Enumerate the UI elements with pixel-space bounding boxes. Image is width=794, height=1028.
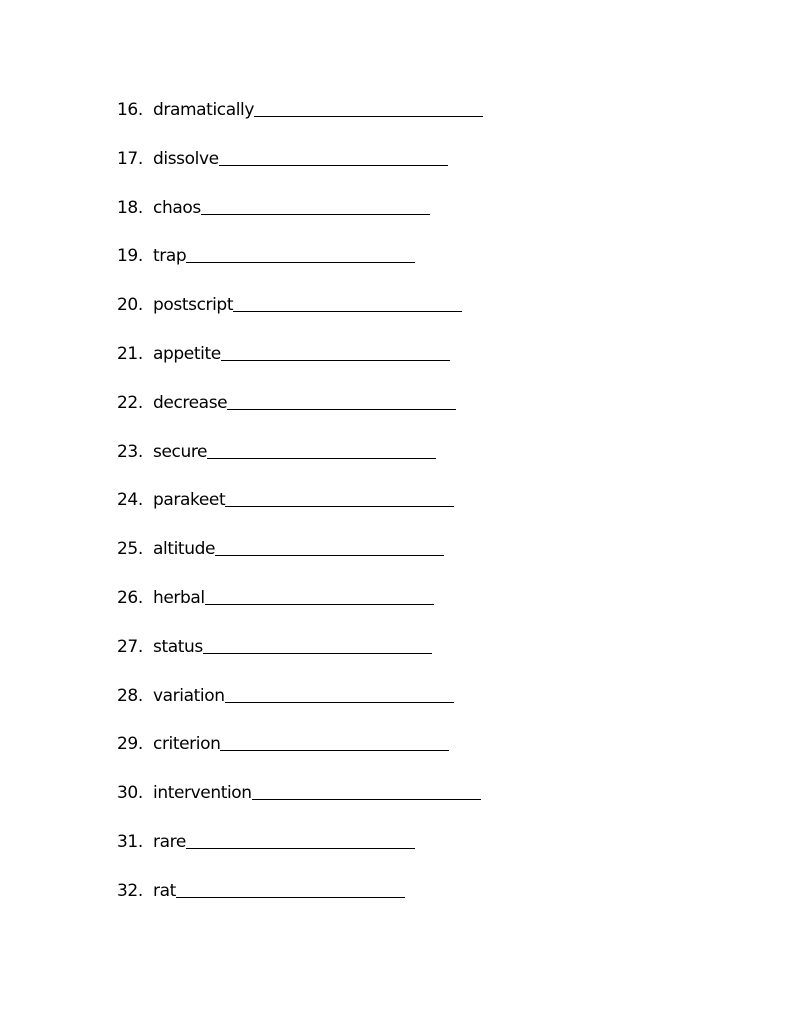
list-item [117, 879, 483, 928]
answer-blank[interactable] [207, 440, 436, 459]
answer-blank[interactable] [221, 342, 450, 361]
item-word: dramatically [153, 100, 255, 120]
list-item [117, 537, 483, 586]
answer-blank[interactable] [254, 98, 483, 117]
list-item [117, 244, 483, 293]
list-item [117, 440, 483, 489]
answer-blank[interactable] [220, 732, 449, 751]
list-item [117, 781, 483, 830]
answer-blank[interactable] [252, 781, 481, 800]
item-number: 17. [117, 148, 143, 169]
answer-blank[interactable] [205, 586, 434, 605]
answer-blank[interactable] [203, 635, 432, 654]
list-item [117, 732, 483, 781]
answer-blank[interactable] [227, 391, 456, 410]
item-number: 25. [117, 539, 143, 560]
item-word: criterion [153, 734, 221, 755]
item-number: 20. [117, 295, 143, 316]
item-word: rat [153, 880, 176, 901]
answer-blank[interactable] [186, 830, 415, 849]
item-number: 26. [117, 587, 143, 608]
item-number: 30. [117, 783, 143, 804]
list-item [117, 196, 483, 245]
list-item [117, 488, 483, 537]
item-number: 16. [117, 100, 143, 120]
item-word: decrease [153, 392, 228, 413]
item-word: trap [153, 246, 187, 267]
answer-blank[interactable] [225, 684, 454, 703]
answer-blank[interactable] [176, 879, 405, 898]
list-item [117, 635, 483, 684]
vocabulary-list [117, 98, 483, 928]
item-number: 32. [117, 880, 143, 901]
answer-blank[interactable] [186, 244, 415, 263]
item-word: intervention [153, 783, 252, 804]
item-number: 31. [117, 831, 143, 852]
item-word: dissolve [153, 148, 219, 169]
item-word: status [153, 636, 203, 657]
item-word: variation [153, 685, 225, 706]
item-word: altitude [153, 539, 216, 560]
item-number: 18. [117, 197, 143, 218]
answer-blank[interactable] [201, 196, 430, 215]
item-number: 21. [117, 343, 143, 364]
list-item [117, 586, 483, 635]
item-number: 27. [117, 636, 143, 657]
answer-blank[interactable] [219, 147, 448, 166]
item-number: 23. [117, 441, 143, 462]
item-word: chaos [153, 197, 201, 218]
item-number: 19. [117, 246, 143, 267]
answer-blank[interactable] [225, 488, 454, 507]
answer-blank[interactable] [233, 293, 462, 312]
list-item [117, 147, 483, 196]
list-item [117, 391, 483, 440]
list-item [117, 98, 483, 147]
list-item [117, 830, 483, 879]
item-word: postscript [153, 295, 234, 316]
list-item [117, 684, 483, 733]
list-item [117, 342, 483, 391]
item-word: appetite [153, 343, 221, 364]
item-word: herbal [153, 587, 205, 608]
item-word: secure [153, 441, 208, 462]
item-number: 22. [117, 392, 143, 413]
item-number: 29. [117, 734, 143, 755]
list-item [117, 293, 483, 342]
answer-blank[interactable] [215, 537, 444, 556]
item-word: parakeet [153, 490, 226, 511]
item-number: 24. [117, 490, 143, 511]
item-number: 28. [117, 685, 143, 706]
item-word: rare [153, 831, 186, 852]
